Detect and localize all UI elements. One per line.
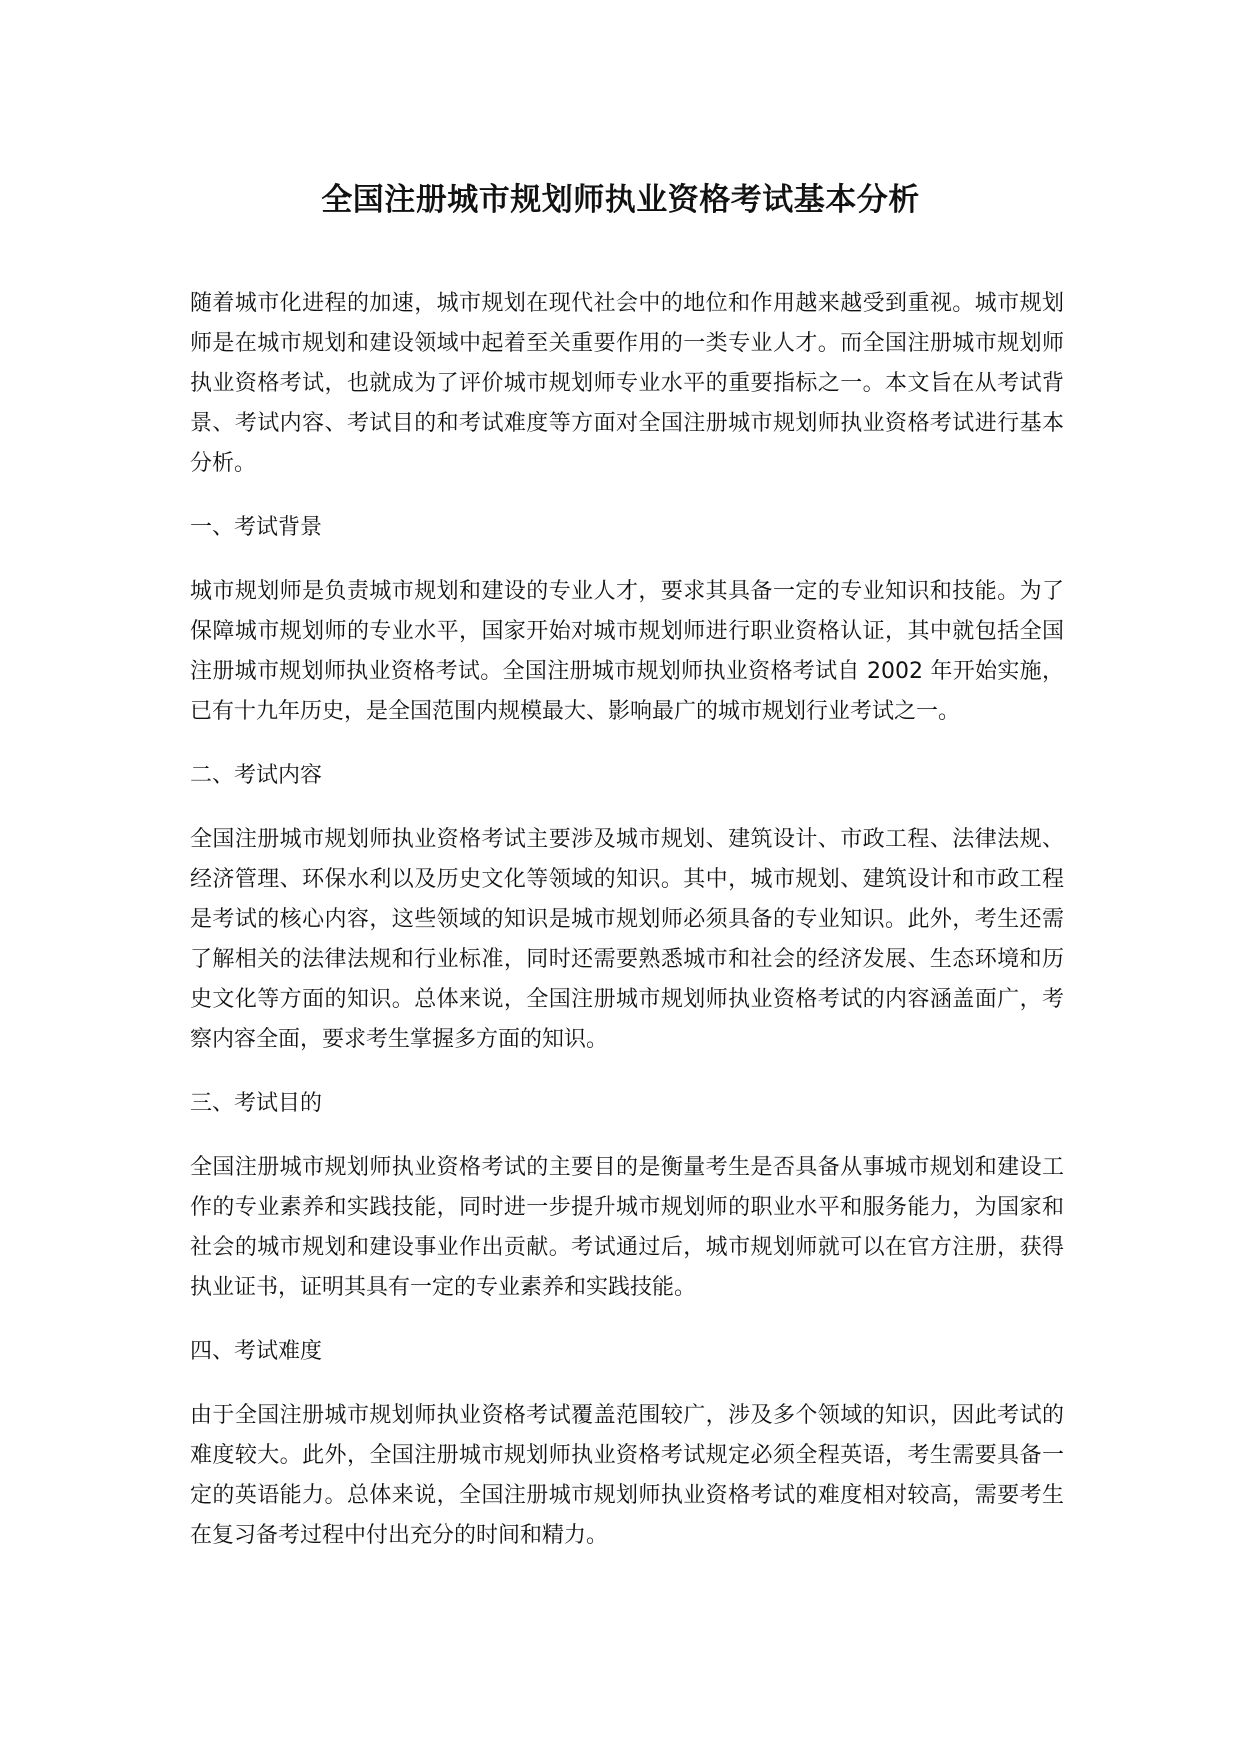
section-heading-content: 二、考试内容 xyxy=(190,763,323,788)
section-body-content: 全国注册城市规划师执业资格考试主要涉及城市规划、建筑设计、市政工程、法律法规、经济管理、环保水利以及历史文化等领域的知识。其中，城市规划、建筑设计和市政工程是考试的核心内容，这些领域的知识是城市规划师必须具备的专业知识。此外，考生还需了解相关的法律法规和行业标准，同时还需要熟悉城市和社会的经济发展、生态环境和历史文化等方面的知识。总体来说，全国注册城市规划师执业资格考试的内容涵盖面广，考察内容全面，要求考生掌握多方面的知识。 xyxy=(190,827,1064,1052)
section-heading-purpose: 三、考试目的 xyxy=(190,1091,323,1116)
section-body-background: 城市规划师是负责城市规划和建设的专业人才，要求其具备一定的专业知识和技能。为了保障城市规划师的专业水平，国家开始对城市规划师进行职业资格认证，其中就包括全国注册城市规划师执业资格考试。全国注册城市规划师执业资格考试自 2002 年开始实施，已有十九年历史，是全国范围内规模最大、影响最广的城市规划行业考试之一。 xyxy=(190,579,1064,724)
section-heading-difficulty: 四、考试难度 xyxy=(190,1339,323,1364)
section-body-difficulty: 由于全国注册城市规划师执业资格考试覆盖范围较广，涉及多个领域的知识，因此考试的难度较大。此外，全国注册城市规划师执业资格考试规定必须全程英语，考生需要具备一定的英语能力。总体来说，全国注册城市规划师执业资格考试的难度相对较高，需要考生在复习备考过程中付出充分的时间和精力。 xyxy=(190,1403,1064,1548)
section-body-purpose: 全国注册城市规划师执业资格考试的主要目的是衡量考生是否具备从事城市规划和建设工作的专业素养和实践技能，同时进一步提升城市规划师的职业水平和服务能力，为国家和社会的城市规划和建设事业作出贡献。考试通过后，城市规划师就可以在官方注册，获得执业证书，证明其具有一定的专业素养和实践技能。 xyxy=(190,1155,1064,1300)
intro-paragraph: 随着城市化进程的加速，城市规划在现代社会中的地位和作用越来越受到重视。城市规划师是在城市规划和建设领域中起着至关重要作用的一类专业人才。而全国注册城市规划师执业资格考试，也就成为了评价城市规划师专业水平的重要指标之一。本文旨在从考试背景、考试内容、考试目的和考试难度等方面对全国注册城市规划师执业资格考试进行基本分析。 xyxy=(190,291,1064,476)
document-body xyxy=(190,284,1064,1580)
document-title: 全国注册城市规划师执业资格考试基本分析 xyxy=(321,182,920,218)
section-heading-background: 一、考试背景 xyxy=(190,515,323,540)
